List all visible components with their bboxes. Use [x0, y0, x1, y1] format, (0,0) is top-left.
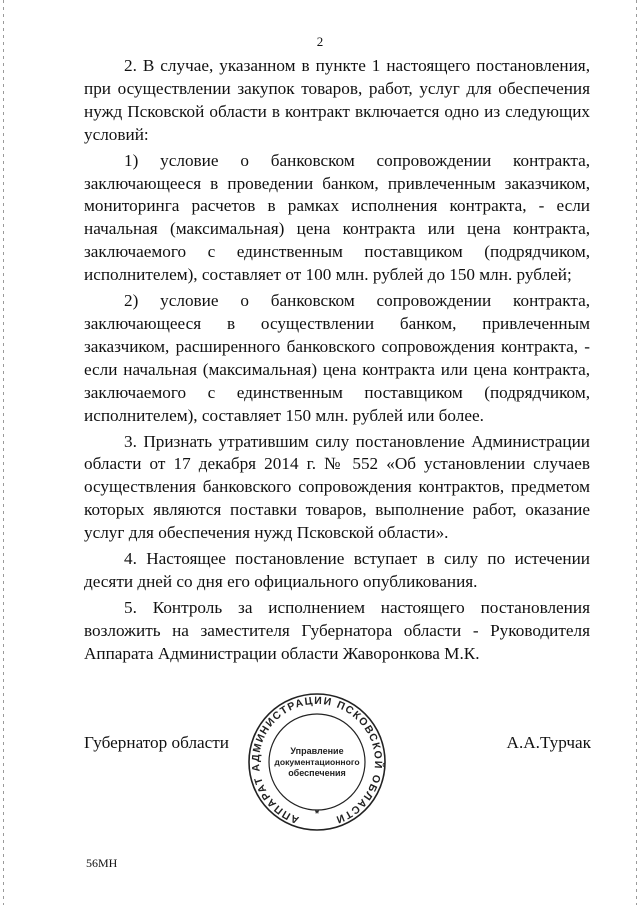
svg-text:АППАРАТ АДМИНИСТРАЦИИ ПСКОВСКО: АППАРАТ АДМИНИСТРАЦИИ ПСКОВСКОЙ ОБЛАСТИ — [249, 694, 385, 826]
scan-edge-right — [636, 0, 637, 905]
paragraph-2-1: 1) условие о банковском сопровождении контракта, заключающееся в проведении банком, привлеченным заказчиком, мониторинга расчетов в рамках исполнения контракта, - если начальная (максимальная) цена контракта или цена контракта, заключаемого с единственным поставщиком (подрядчиком, исполнителем), составляет от 100 млн. рублей до 150 млн. рублей; — [84, 150, 590, 285]
paragraph-2-2: 2) условие о банковском сопровождении контракта, заключающееся в осуществлении банком, привлеченным заказчиком, расширенного банковского сопровождения контракта, - если начальная (максимальная) цена контракта или цена контракта, заключаемого с единственным поставщиком (подрядчиком, исполнителем), составляет 150 млн. рублей или более. — [84, 291, 590, 425]
official-seal — [247, 692, 387, 832]
paragraph-2: 2. В случае, указанном в пункте 1 настоящего постановления, при осуществлении закупок товаров, работ, услуг для обеспечения нужд Псковской области в контракт включается одно из следующих условий: — [84, 56, 590, 144]
scan-edge-left — [3, 0, 4, 905]
svg-text:документационного: документационного — [274, 757, 360, 767]
document-code: 56МН — [86, 856, 118, 870]
paragraph-3: 3. Признать утратившим силу постановление Администрации области от 17 декабря 2014 г. № 552 «Об установлении случаев осуществления банковского сопровождения контрактов, предметом которых являются поставки товаров, выполнение работ, оказание услуг для обеспечения нужд Псковской области». — [84, 431, 590, 543]
document-body — [84, 55, 590, 666]
signatory-name: А.А.Турчак — [506, 733, 591, 752]
svg-text:*: * — [314, 808, 320, 820]
paragraph-4: 4. Настоящее постановление вступает в силу по истечении десяти дней со дня его официального опубликования. — [84, 549, 590, 591]
page-number: 2 — [316, 34, 324, 49]
paragraph-5: 5. Контроль за исполнением настоящего постановления возложить на заместителя Губернатора области - Руководителя Аппарата Администрации области Жаворонкова М.К. — [84, 597, 590, 663]
signatory-position: Губернатор области — [84, 733, 229, 752]
svg-text:обеспечения: обеспечения — [288, 768, 346, 778]
svg-text:Управление: Управление — [290, 746, 344, 756]
